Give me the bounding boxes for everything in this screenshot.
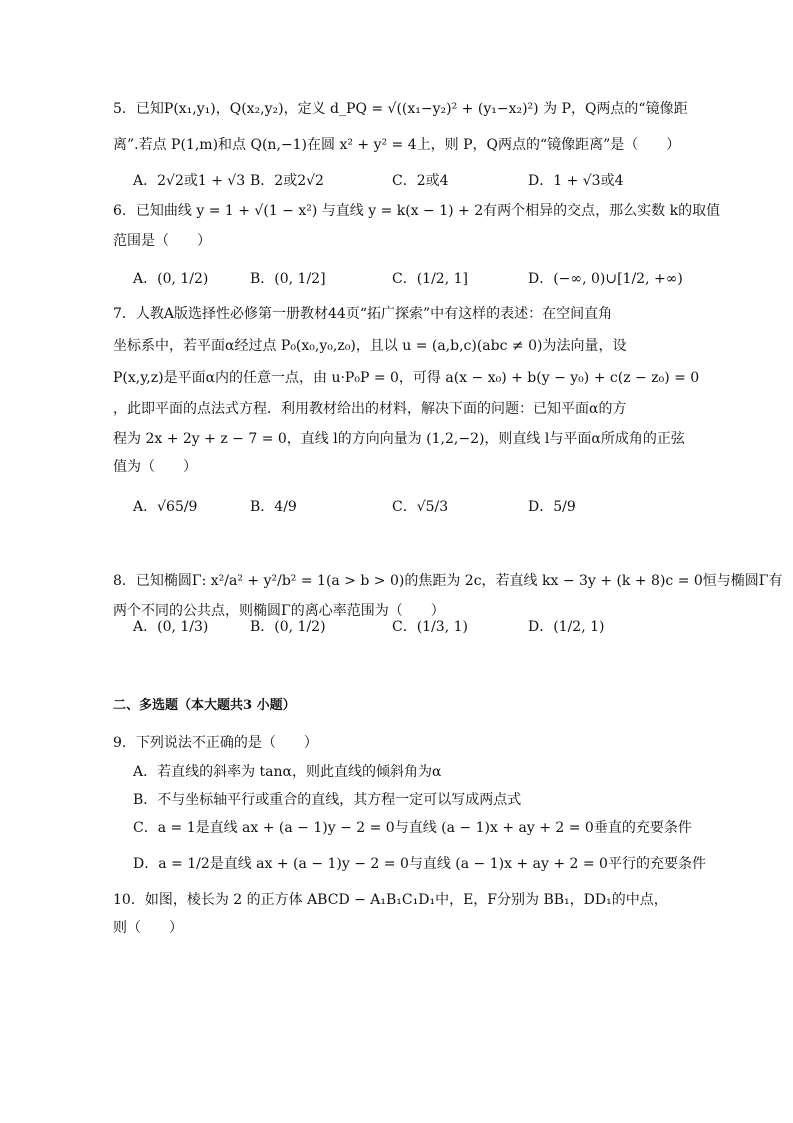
question-7-line-3: P(x,y,z)是平面α内的任意一点，由 u·P₀P = 0，可得 a(x − x₀) + b(y − y₀) + c(z − z₀) = 0: [113, 370, 700, 386]
question-8-line-1: 8．已知椭圆Γ: x²/a² + y²/b² = 1(a > b > 0)的焦距为 2c，若直线 kx − 3y + (k + 8)c = 0恒与椭圆Γ有: [113, 573, 783, 589]
question-8-option-b: B．(0, 1/2): [250, 619, 326, 635]
question-5-option-a: A．2√2或1 + √3: [133, 173, 246, 189]
question-5-option-d: D．1 + √3或4: [528, 173, 624, 189]
question-9-option-d: D．a = 1/2是直线 ax + (a − 1)y − 2 = 0与直线 (a − 1)x + ay + 2 = 0平行的充要条件: [133, 856, 706, 872]
question-10-line-1: 10．如图，棱长为 2 的正方体 ABCD − A₁B₁C₁D₁中，E，F分别为 BB₁，DD₁的中点，: [113, 892, 668, 908]
question-9-option-a: A．若直线的斜率为 tanα，则此直线的倾斜角为α: [133, 764, 442, 780]
question-9-stem: 9．下列说法不正确的是（ ）: [113, 735, 318, 751]
question-6-line-2: 范围是（ ）: [113, 233, 211, 249]
question-6-line-1: 6．已知曲线 y = 1 + √(1 − x²) 与直线 y = k(x − 1) + 2有两个相异的交点，那么实数 k的取值: [113, 203, 721, 219]
question-7-option-c: C．√5/3: [392, 499, 449, 515]
question-7-option-d: D．5/9: [528, 499, 576, 515]
question-8-option-d: D．(1/2, 1): [528, 619, 605, 635]
question-6-option-d: D．(−∞, 0)∪[1/2, +∞): [528, 271, 683, 287]
question-8-option-a: A．(0, 1/3): [133, 619, 209, 635]
question-7-line-1: 7．人教A版选择性必修第一册教材44页“拓广探索”中有这样的表述：在空间直角: [113, 306, 613, 322]
question-5-line-1: 5．已知P(x₁,y₁)，Q(x₂,y₂)，定义 d_PQ = √((x₁−y₂)² + (y₁−x₂)²) 为 P，Q两点的“镜像距: [113, 101, 688, 117]
section-heading-multiple-choice: 二、多选题（本大题共3 小题）: [113, 698, 296, 713]
question-7-option-b: B．4/9: [250, 499, 297, 515]
question-7-option-a: A．√65/9: [133, 499, 198, 515]
question-5-option-b: B．2或2√2: [250, 173, 324, 189]
question-7-line-5: 程为 2x + 2y + z − 7 = 0，直线 l的方向向量为 (1,2,−2)，则直线 l与平面α所成角的正弦: [113, 431, 685, 447]
question-6-option-a: A．(0, 1/2): [133, 271, 209, 287]
question-10-line-2: 则（ ）: [113, 920, 183, 936]
question-6-option-b: B．(0, 1/2]: [250, 271, 326, 287]
question-9-option-c: C．a = 1是直线 ax + (a − 1)y − 2 = 0与直线 (a − 1)x + ay + 2 = 0垂直的充要条件: [133, 820, 692, 836]
question-7-line-2: 坐标系中，若平面α经过点 P₀(x₀,y₀,z₀)，且以 u = (a,b,c)(abc ≠ 0)为法向量，设: [113, 338, 627, 354]
question-5-option-c: C．2或4: [392, 173, 449, 189]
question-7-line-6: 值为（ ）: [113, 459, 197, 475]
question-9-option-b: B．不与坐标轴平行或重合的直线，其方程一定可以写成两点式: [133, 792, 522, 808]
question-8-line-2: 两个不同的公共点，则椭圆Γ的离心率范围为（ ）: [113, 603, 445, 619]
question-7-line-4: ，此即平面的点法式方程．利用教材给出的材料，解决下面的问题：已知平面α的方: [113, 401, 627, 417]
question-8-option-c: C．(1/3, 1): [392, 619, 468, 635]
question-6-option-c: C．(1/2, 1]: [392, 271, 468, 287]
question-5-line-2: 离”.若点 P(1,m)和点 Q(n,−1)在圆 x² + y² = 4上，则 P，Q两点的“镜像距离”是（ ）: [113, 137, 681, 153]
